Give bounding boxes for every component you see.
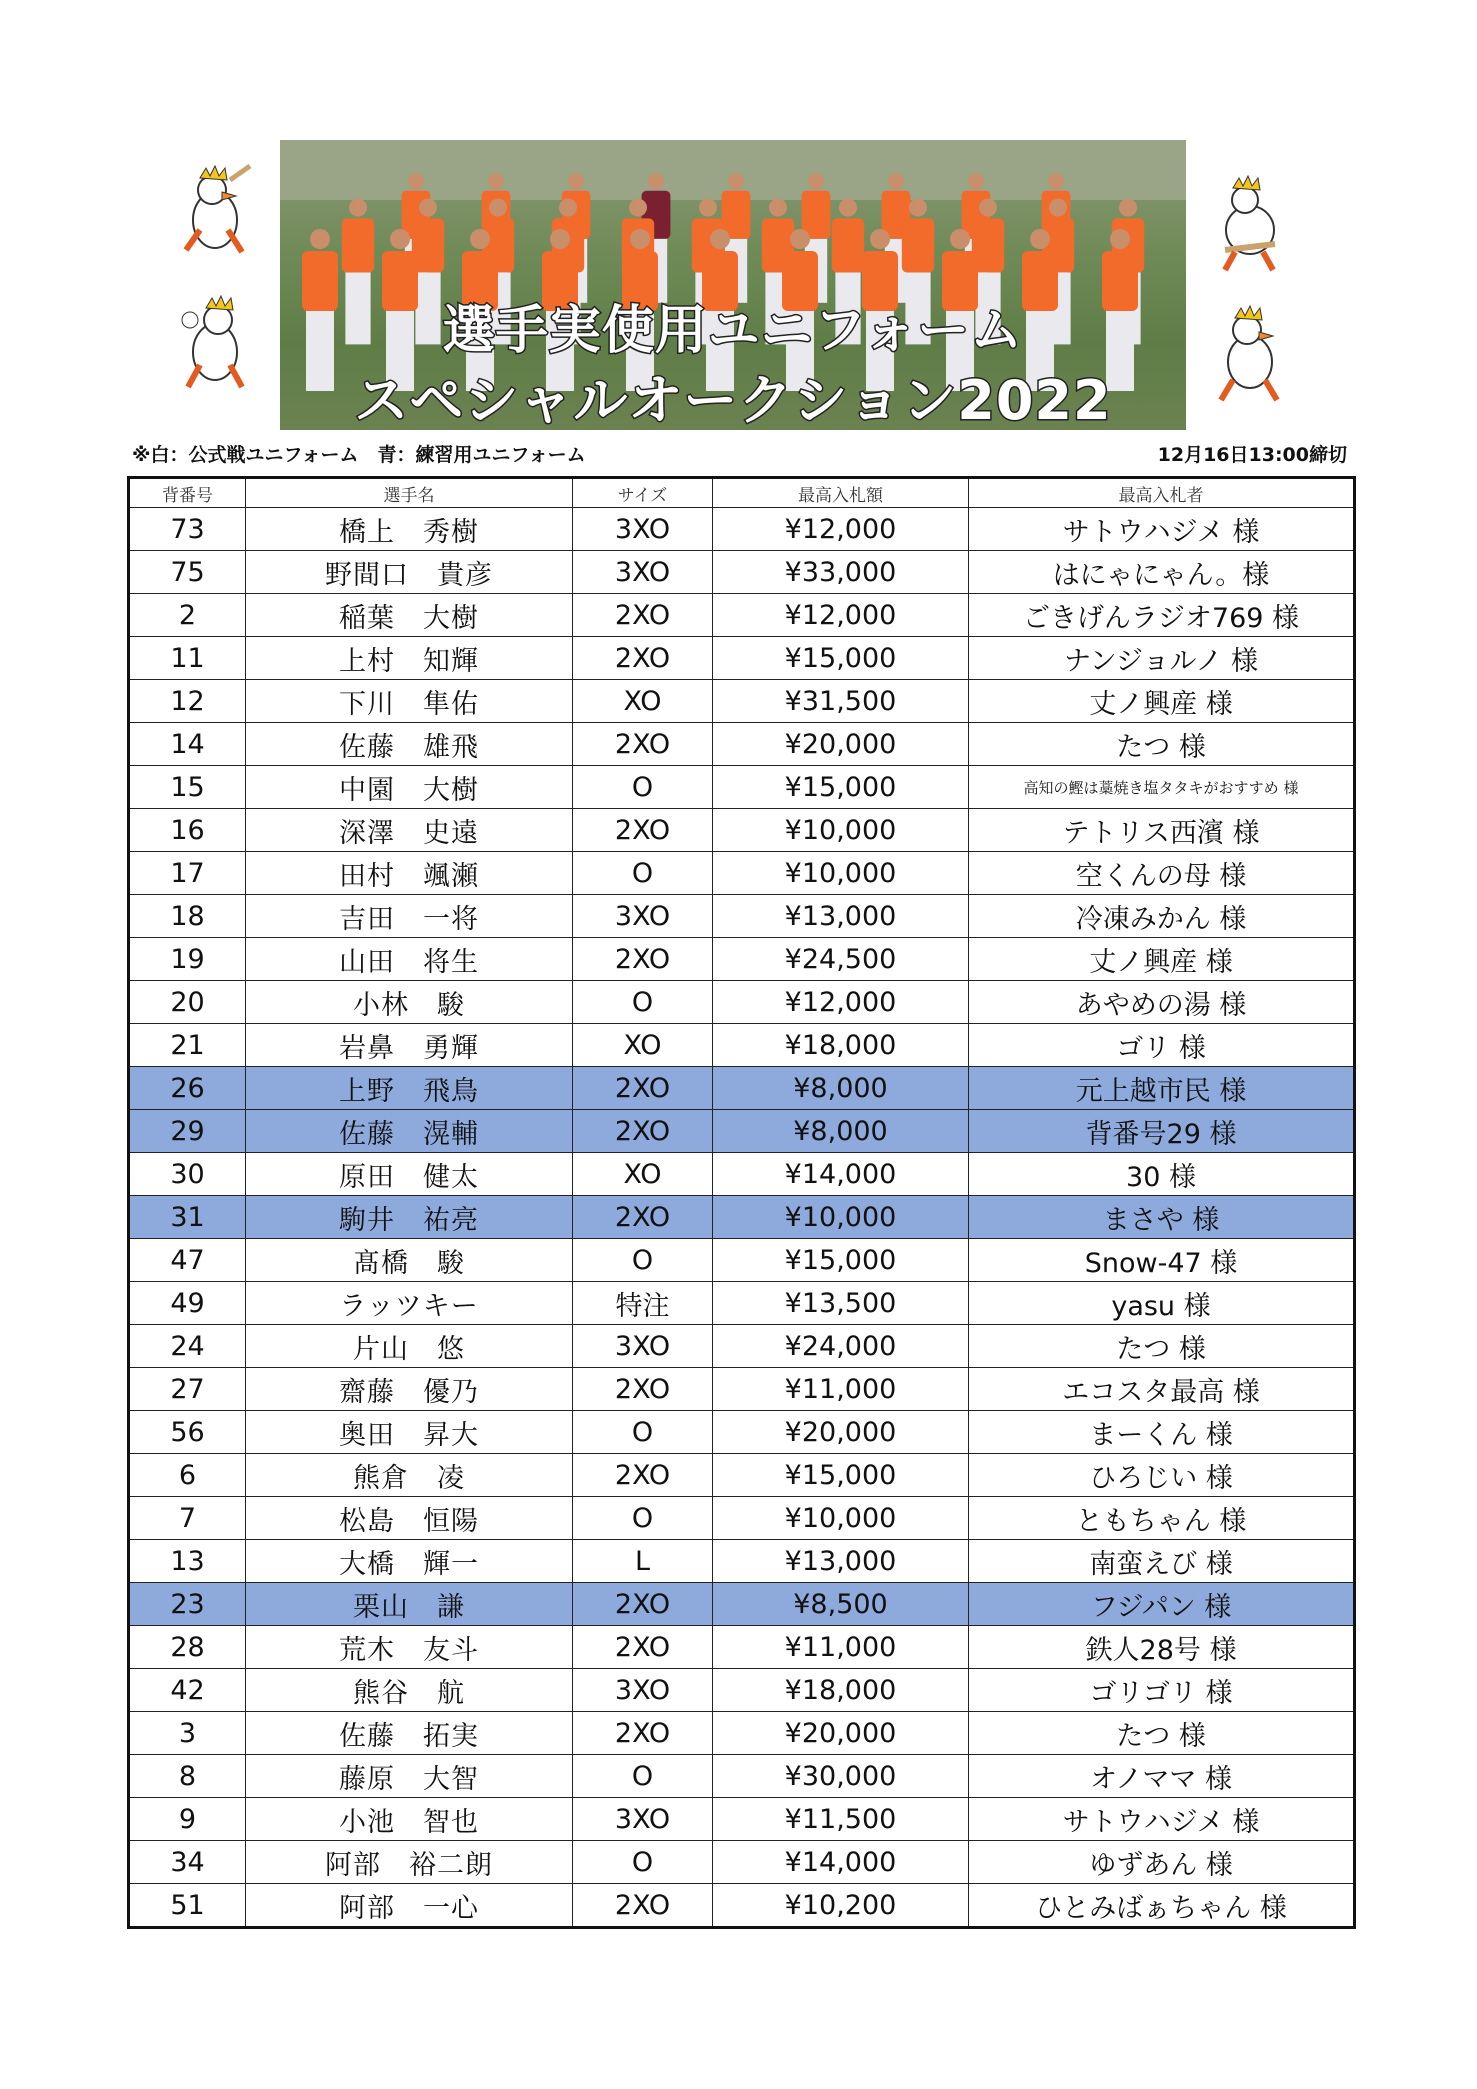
table-row — [129, 938, 1355, 981]
cell-size: XO — [573, 1153, 713, 1196]
cell-top-bid: ¥20,000 — [713, 723, 969, 766]
cell-top-bidder: まさや 様 — [969, 1196, 1355, 1239]
table-row — [129, 1153, 1355, 1196]
cell-top-bidder: 30 様 — [969, 1153, 1355, 1196]
cell-size: 2XO — [573, 594, 713, 637]
table-row — [129, 1239, 1355, 1282]
cell-number: 21 — [129, 1024, 246, 1067]
cell-top-bidder: ごきげんラジオ769 様 — [969, 594, 1355, 637]
cell-size: 3XO — [573, 1798, 713, 1841]
cell-top-bid: ¥14,000 — [713, 1153, 969, 1196]
cell-player-name: 小林 駿 — [246, 981, 573, 1024]
cell-top-bid: ¥18,000 — [713, 1669, 969, 1712]
cell-top-bidder: 冷凍みかん 様 — [969, 895, 1355, 938]
cell-size: 2XO — [573, 1110, 713, 1153]
banner-title-line1: 選手実使用ユニフォーム — [442, 301, 1024, 361]
cell-top-bidder: たつ 様 — [969, 1325, 1355, 1368]
table-row — [129, 1626, 1355, 1669]
cell-size: O — [573, 852, 713, 895]
cell-size: 3XO — [573, 508, 713, 551]
cell-top-bidder: ナンジョルノ 様 — [969, 637, 1355, 680]
cell-number: 24 — [129, 1325, 246, 1368]
auction-results-table — [127, 476, 1356, 1929]
cell-top-bidder: 元上越市民 様 — [969, 1067, 1355, 1110]
cell-size: O — [573, 1411, 713, 1454]
cell-top-bidder: yasu 様 — [969, 1282, 1355, 1325]
cell-number: 26 — [129, 1067, 246, 1110]
cell-top-bid: ¥11,000 — [713, 1368, 969, 1411]
cell-player-name: 野間口 貴彦 — [246, 551, 573, 594]
header-player-name: 選手名 — [246, 478, 573, 508]
cell-size: XO — [573, 680, 713, 723]
cell-size: 2XO — [573, 938, 713, 981]
cell-size: 2XO — [573, 1712, 713, 1755]
table-row — [129, 1669, 1355, 1712]
cell-number: 27 — [129, 1368, 246, 1411]
cell-player-name: 松島 恒陽 — [246, 1497, 573, 1540]
table-row — [129, 1024, 1355, 1067]
cell-top-bidder: 空くんの母 様 — [969, 852, 1355, 895]
cell-top-bid: ¥13,500 — [713, 1282, 969, 1325]
table-row — [129, 1841, 1355, 1884]
cell-top-bidder: 鉄人28号 様 — [969, 1626, 1355, 1669]
cell-top-bidder: 背番号29 様 — [969, 1110, 1355, 1153]
table-row — [129, 1884, 1355, 1928]
cell-player-name: ラッツキー — [246, 1282, 573, 1325]
cell-top-bidder: オノママ 様 — [969, 1755, 1355, 1798]
table-row — [129, 1411, 1355, 1454]
cell-size: XO — [573, 1024, 713, 1067]
cell-player-name: 田村 颯瀬 — [246, 852, 573, 895]
table-row — [129, 1583, 1355, 1626]
table-row — [129, 637, 1355, 680]
table-row — [129, 551, 1355, 594]
cell-top-bid: ¥15,000 — [713, 637, 969, 680]
cell-top-bidder: ひとみばぁちゃん 様 — [969, 1884, 1355, 1928]
cell-number: 9 — [129, 1798, 246, 1841]
cell-top-bidder: たつ 様 — [969, 723, 1355, 766]
table-header-row — [129, 478, 1355, 508]
cell-player-name: 髙橋 駿 — [246, 1239, 573, 1282]
cell-top-bid: ¥33,000 — [713, 551, 969, 594]
cell-top-bid: ¥18,000 — [713, 1024, 969, 1067]
cell-top-bid: ¥20,000 — [713, 1712, 969, 1755]
uniform-legend-note: ※白：公式戦ユニフォーム 青：練習用ユニフォーム — [132, 444, 586, 466]
header-top-bidder: 最高入札者 — [969, 478, 1355, 508]
cell-top-bid: ¥14,000 — [713, 1841, 969, 1884]
mascot-bird-icon — [170, 290, 260, 400]
table-row — [129, 1325, 1355, 1368]
cell-number: 73 — [129, 508, 246, 551]
cell-player-name: 駒井 祐亮 — [246, 1196, 573, 1239]
cell-top-bidder: はにゃにゃん。様 — [969, 551, 1355, 594]
cell-size: O — [573, 1841, 713, 1884]
cell-top-bidder: フジパン 様 — [969, 1583, 1355, 1626]
header-size: サイズ — [573, 478, 713, 508]
table-row — [129, 809, 1355, 852]
cell-size: 2XO — [573, 637, 713, 680]
cell-player-name: 上野 飛鳥 — [246, 1067, 573, 1110]
cell-top-bidder: たつ 様 — [969, 1712, 1355, 1755]
cell-top-bid: ¥15,000 — [713, 1239, 969, 1282]
cell-player-name: 小池 智也 — [246, 1798, 573, 1841]
cell-size: 3XO — [573, 551, 713, 594]
cell-player-name: 片山 悠 — [246, 1325, 573, 1368]
cell-player-name: 大橋 輝一 — [246, 1540, 573, 1583]
table-row — [129, 766, 1355, 809]
table-row — [129, 1540, 1355, 1583]
cell-top-bidder: ゴリ 様 — [969, 1024, 1355, 1067]
cell-top-bid: ¥15,000 — [713, 1454, 969, 1497]
cell-number: 14 — [129, 723, 246, 766]
cell-size: O — [573, 1755, 713, 1798]
cell-number: 19 — [129, 938, 246, 981]
cell-number: 15 — [129, 766, 246, 809]
cell-player-name: 藤原 大智 — [246, 1755, 573, 1798]
cell-top-bid: ¥13,000 — [713, 895, 969, 938]
cell-top-bidder: あやめの湯 様 — [969, 981, 1355, 1024]
cell-size: 2XO — [573, 1196, 713, 1239]
cell-number: 11 — [129, 637, 246, 680]
cell-player-name: 熊谷 航 — [246, 1669, 573, 1712]
cell-top-bid: ¥8,000 — [713, 1067, 969, 1110]
cell-top-bid: ¥13,000 — [713, 1540, 969, 1583]
cell-size: O — [573, 1497, 713, 1540]
cell-number: 17 — [129, 852, 246, 895]
table-row — [129, 1368, 1355, 1411]
table-row — [129, 508, 1355, 551]
team-photo-banner — [280, 140, 1186, 430]
cell-size: 2XO — [573, 723, 713, 766]
mascot-bird-icon — [1205, 170, 1295, 280]
cell-player-name: 栗山 謙 — [246, 1583, 573, 1626]
cell-top-bidder: サトウハジメ 様 — [969, 1798, 1355, 1841]
cell-player-name: 熊倉 凌 — [246, 1454, 573, 1497]
cell-number: 56 — [129, 1411, 246, 1454]
banner-title-line2: スペシャルオークション2022 — [354, 369, 1112, 430]
cell-number: 6 — [129, 1454, 246, 1497]
cell-player-name: 吉田 一将 — [246, 895, 573, 938]
cell-top-bid: ¥10,000 — [713, 1497, 969, 1540]
table-row — [129, 723, 1355, 766]
cell-size: 2XO — [573, 1368, 713, 1411]
cell-top-bid: ¥30,000 — [713, 1755, 969, 1798]
table-row — [129, 852, 1355, 895]
header-number: 背番号 — [129, 478, 246, 508]
cell-number: 20 — [129, 981, 246, 1024]
cell-player-name: 上村 知輝 — [246, 637, 573, 680]
cell-number: 7 — [129, 1497, 246, 1540]
cell-size: O — [573, 1239, 713, 1282]
cell-size: 2XO — [573, 1067, 713, 1110]
cell-number: 2 — [129, 594, 246, 637]
cell-top-bid: ¥10,000 — [713, 1196, 969, 1239]
table-row — [129, 1110, 1355, 1153]
cell-top-bidder: 高知の鰹は藁焼き塩タタキがおすすめ 様 — [969, 766, 1355, 809]
cell-top-bidder: サトウハジメ 様 — [969, 508, 1355, 551]
cell-player-name: 荒木 友斗 — [246, 1626, 573, 1669]
cell-top-bid: ¥24,500 — [713, 938, 969, 981]
cell-top-bidder: テトリス西濱 様 — [969, 809, 1355, 852]
table-row — [129, 1454, 1355, 1497]
cell-player-name: 原田 健太 — [246, 1153, 573, 1196]
cell-top-bidder: ゴリゴリ 様 — [969, 1669, 1355, 1712]
cell-number: 75 — [129, 551, 246, 594]
cell-number: 12 — [129, 680, 246, 723]
cell-top-bid: ¥24,000 — [713, 1325, 969, 1368]
cell-number: 23 — [129, 1583, 246, 1626]
cell-size: 3XO — [573, 1325, 713, 1368]
cell-top-bidder: Snow-47 様 — [969, 1239, 1355, 1282]
cell-number: 49 — [129, 1282, 246, 1325]
cell-top-bidder: まーくん 様 — [969, 1411, 1355, 1454]
cell-number: 42 — [129, 1669, 246, 1712]
table-row — [129, 1282, 1355, 1325]
cell-player-name: 下川 隼佑 — [246, 680, 573, 723]
cell-size: 2XO — [573, 1884, 713, 1928]
cell-top-bid: ¥12,000 — [713, 981, 969, 1024]
cell-top-bidder: 丈ノ興産 様 — [969, 938, 1355, 981]
cell-top-bid: ¥11,000 — [713, 1626, 969, 1669]
cell-top-bid: ¥8,000 — [713, 1110, 969, 1153]
cell-player-name: 稲葉 大樹 — [246, 594, 573, 637]
cell-top-bid: ¥12,000 — [713, 594, 969, 637]
cell-number: 34 — [129, 1841, 246, 1884]
cell-size: L — [573, 1540, 713, 1583]
cell-top-bid: ¥15,000 — [713, 766, 969, 809]
cell-top-bidder: 南蛮えび 様 — [969, 1540, 1355, 1583]
cell-top-bid: ¥31,500 — [713, 680, 969, 723]
table-row — [129, 1067, 1355, 1110]
cell-top-bid: ¥10,000 — [713, 809, 969, 852]
cell-top-bid: ¥20,000 — [713, 1411, 969, 1454]
cell-top-bidder: ゆずあん 様 — [969, 1841, 1355, 1884]
cell-top-bidder: ひろじい 様 — [969, 1454, 1355, 1497]
cell-number: 8 — [129, 1755, 246, 1798]
cell-player-name: 深澤 史遠 — [246, 809, 573, 852]
cell-player-name: 山田 将生 — [246, 938, 573, 981]
cell-size: 3XO — [573, 1669, 713, 1712]
cell-top-bid: ¥12,000 — [713, 508, 969, 551]
cell-player-name: 佐藤 雄飛 — [246, 723, 573, 766]
cell-size: 2XO — [573, 1454, 713, 1497]
cell-size: O — [573, 981, 713, 1024]
table-row — [129, 680, 1355, 723]
cell-number: 29 — [129, 1110, 246, 1153]
cell-number: 13 — [129, 1540, 246, 1583]
cell-number: 28 — [129, 1626, 246, 1669]
cell-player-name: 阿部 一心 — [246, 1884, 573, 1928]
cell-player-name: 中園 大樹 — [246, 766, 573, 809]
cell-top-bid: ¥10,200 — [713, 1884, 969, 1928]
table-row — [129, 1755, 1355, 1798]
cell-player-name: 齋藤 優乃 — [246, 1368, 573, 1411]
cell-top-bidder: エコスタ最高 様 — [969, 1368, 1355, 1411]
table-row — [129, 1497, 1355, 1540]
cell-number: 31 — [129, 1196, 246, 1239]
deadline-note: 12月16日13:00締切 — [1157, 444, 1347, 466]
mascot-bird-icon — [170, 160, 260, 270]
cell-top-bidder: 丈ノ興産 様 — [969, 680, 1355, 723]
cell-number: 30 — [129, 1153, 246, 1196]
cell-size: 3XO — [573, 895, 713, 938]
table-row — [129, 594, 1355, 637]
cell-player-name: 岩鼻 勇輝 — [246, 1024, 573, 1067]
table-row — [129, 1712, 1355, 1755]
cell-player-name: 阿部 裕二朗 — [246, 1841, 573, 1884]
cell-number: 51 — [129, 1884, 246, 1928]
header-top-bid: 最高入札額 — [713, 478, 969, 508]
cell-top-bid: ¥8,500 — [713, 1583, 969, 1626]
table-row — [129, 1798, 1355, 1841]
cell-top-bid: ¥11,500 — [713, 1798, 969, 1841]
cell-number: 47 — [129, 1239, 246, 1282]
mascot-bird-icon — [1205, 300, 1295, 410]
cell-player-name: 佐藤 滉輔 — [246, 1110, 573, 1153]
cell-top-bidder: ともちゃん 様 — [969, 1497, 1355, 1540]
cell-size: 特注 — [573, 1282, 713, 1325]
cell-size: 2XO — [573, 1626, 713, 1669]
cell-player-name: 橋上 秀樹 — [246, 508, 573, 551]
cell-top-bid: ¥10,000 — [713, 852, 969, 895]
cell-number: 18 — [129, 895, 246, 938]
cell-player-name: 佐藤 拓実 — [246, 1712, 573, 1755]
cell-size: 2XO — [573, 809, 713, 852]
cell-player-name: 奥田 昇大 — [246, 1411, 573, 1454]
cell-size: 2XO — [573, 1583, 713, 1626]
cell-number: 3 — [129, 1712, 246, 1755]
table-row — [129, 981, 1355, 1024]
cell-size: O — [573, 766, 713, 809]
cell-number: 16 — [129, 809, 246, 852]
table-row — [129, 895, 1355, 938]
table-row — [129, 1196, 1355, 1239]
